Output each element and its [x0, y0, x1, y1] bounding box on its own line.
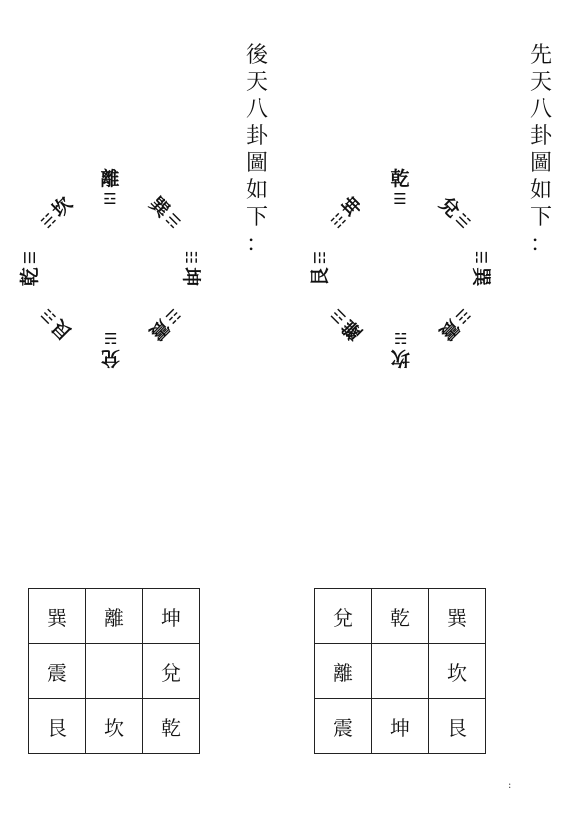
trigram-name: 巽 — [469, 266, 492, 286]
trigram-name: 兌 — [434, 192, 464, 222]
trigram-4 — [101, 330, 120, 367]
grid-cell-center — [86, 644, 143, 699]
trigram-symbol-icon: ☴ — [161, 209, 184, 232]
grid-cell: 巽 — [429, 589, 486, 644]
trigram-symbol-icon: ☷ — [326, 209, 350, 232]
trigram-symbol-icon: ☲ — [326, 304, 350, 327]
grid-cell: 坎 — [429, 644, 486, 699]
houtian-title — [244, 42, 270, 258]
trigram-name: 艮 — [308, 266, 331, 286]
trigram-symbol-icon: ☱ — [451, 209, 474, 232]
trigram-symbol-icon: ☵ — [36, 209, 60, 232]
trigram-symbol-icon: ☱ — [103, 328, 117, 347]
trigram-4 — [391, 330, 410, 367]
trigram-6 — [308, 250, 331, 286]
xiantian-grid — [314, 588, 486, 754]
title-char: 天 — [529, 70, 552, 95]
trigram-2 — [471, 250, 490, 285]
grid-cell: 震 — [315, 699, 372, 754]
title-char: 先 — [529, 43, 552, 68]
title-char: 圖 — [529, 151, 552, 176]
trigram-1 — [435, 194, 474, 233]
trigram-name: 坤 — [337, 192, 367, 222]
trigram-name: 巽 — [144, 192, 174, 222]
trigram-name: 艮 — [47, 314, 77, 344]
grid-cell: 震 — [29, 644, 86, 699]
trigram-name: 兌 — [100, 346, 120, 369]
trigram-3 — [145, 304, 184, 343]
grid-cell: 坤 — [372, 699, 429, 754]
title-char: 卦 — [245, 124, 268, 149]
trigram-2 — [181, 250, 200, 285]
trigram-name: 坎 — [390, 346, 410, 369]
trigram-name: 乾 — [390, 167, 410, 190]
grid-cell: 乾 — [143, 699, 200, 754]
grid-cell: 艮 — [29, 699, 86, 754]
title-char: 卦 — [529, 124, 552, 149]
trigram-name: 乾 — [18, 266, 41, 286]
title-char: ： — [245, 232, 268, 257]
grid-cell-center — [372, 644, 429, 699]
trigram-name: 坎 — [47, 192, 77, 222]
trigram-symbol-icon: ☰ — [20, 250, 39, 264]
trigram-symbol-icon: ☴ — [471, 250, 490, 264]
grid-cell: 艮 — [429, 699, 486, 754]
trigram-0 — [390, 167, 410, 208]
grid-cell: 離 — [86, 589, 143, 644]
title-char: 下 — [245, 205, 268, 230]
title-char: 八 — [529, 97, 552, 122]
title-char: 如 — [529, 178, 552, 203]
trigram-5 — [37, 304, 76, 343]
trigram-symbol-icon: ☳ — [161, 304, 184, 327]
trigram-name: 離 — [100, 167, 120, 190]
title-char: 八 — [245, 97, 268, 122]
trigram-name: 震 — [434, 314, 464, 344]
grid-cell: 坎 — [86, 699, 143, 754]
grid-cell: 兌 — [143, 644, 200, 699]
title-char: 圖 — [245, 151, 268, 176]
grid-cell: 離 — [315, 644, 372, 699]
trigram-7 — [37, 194, 76, 233]
title-char: ： — [529, 232, 552, 257]
grid-cell: 坤 — [143, 589, 200, 644]
trigram-symbol-icon: ☶ — [36, 304, 60, 327]
trigram-7 — [327, 194, 366, 233]
grid-cell: 巽 — [29, 589, 86, 644]
title-char: 天 — [245, 70, 268, 95]
trigram-name: 離 — [337, 314, 367, 344]
houtian-grid — [28, 588, 200, 754]
trigram-1 — [145, 194, 184, 233]
grid-cell: 乾 — [372, 589, 429, 644]
xiantian-title — [528, 42, 554, 258]
trigram-5 — [327, 304, 366, 343]
trigram-symbol-icon: ☶ — [310, 250, 329, 264]
trigram-symbol-icon: ☲ — [103, 189, 117, 208]
trigram-6 — [18, 250, 41, 286]
grid-cell: 兌 — [315, 589, 372, 644]
trigram-0 — [100, 167, 120, 208]
trigram-symbol-icon: ☰ — [393, 189, 407, 208]
title-char: 後 — [245, 43, 268, 68]
trigram-symbol-icon: ☵ — [393, 328, 407, 347]
title-char: 如 — [245, 178, 268, 203]
title-char: 下 — [529, 205, 552, 230]
trigram-symbol-icon: ☷ — [181, 250, 200, 264]
trigram-name: 坤 — [179, 266, 202, 286]
trigram-3 — [435, 304, 474, 343]
trigram-symbol-icon: ☳ — [451, 304, 474, 327]
trigram-name: 震 — [144, 314, 174, 344]
page-speck: : — [508, 780, 512, 791]
